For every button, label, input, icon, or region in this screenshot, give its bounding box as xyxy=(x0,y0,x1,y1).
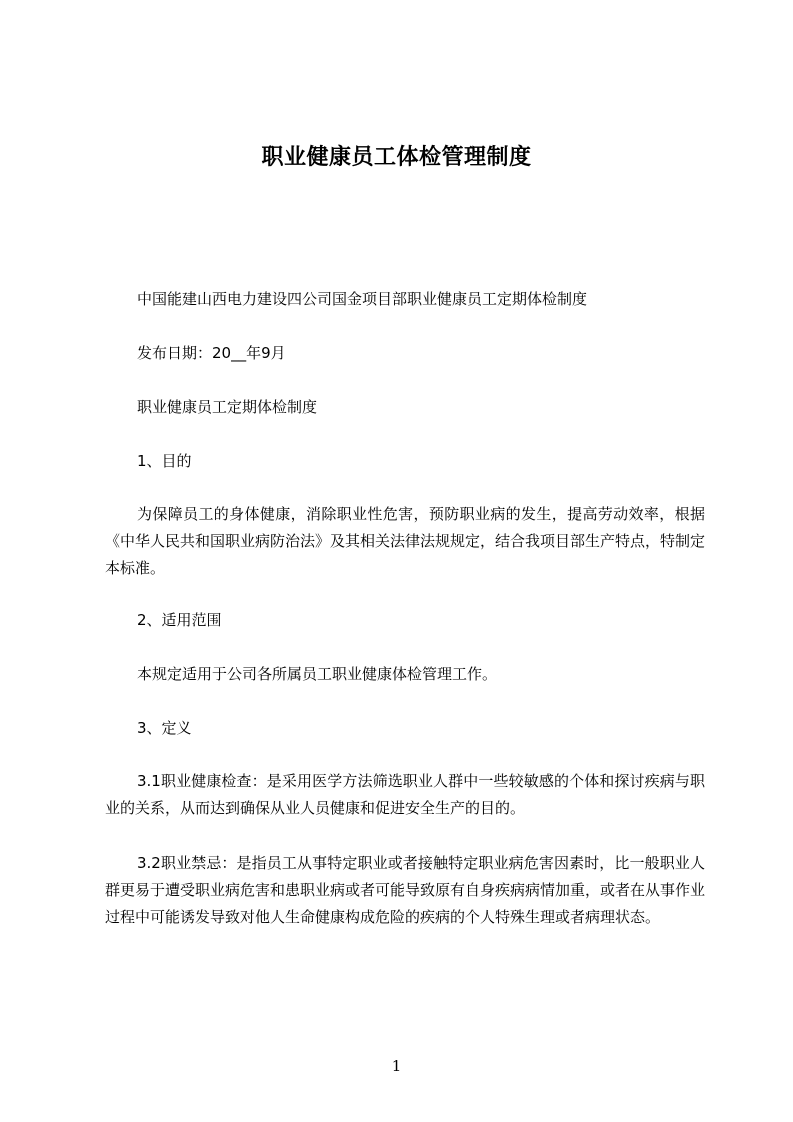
section-2-heading: 2、适用范围 xyxy=(137,611,222,629)
section-1-heading: 1、目的 xyxy=(137,452,192,470)
section-2-paragraph: 本规定适用于公司各所属员工职业健康体检管理工作。 xyxy=(137,665,498,683)
header-line: 中国能建山西电力建设四公司国金项目部职业健康员工定期体检制度 xyxy=(137,290,588,308)
definition-3-2-paragraph: 3.2职业禁忌：是指员工从事特定职业或者接触特定职业病危害因素时，比一般职业人群更易于遭受职业病危害和患职业病或者可能导致原有自身疾病病情加重，或者在从事作业过程中可能诱发导致对他人生命健康构成危险的疾病的个人特殊生理或者病理状态。 xyxy=(105,854,706,926)
document-title: 职业健康员工体检管理制度 xyxy=(261,145,532,170)
publish-date: 发布日期：20__年9月 xyxy=(137,344,286,362)
section-1-paragraph: 为保障员工的身体健康，消除职业性危害，预防职业病的发生，提高劳动效率，根据《中华人民共和国职业病防治法》及其相关法律法规规定，结合我项目部生产特点，特制定本标准。 xyxy=(105,505,706,577)
section-3-heading: 3、定义 xyxy=(137,719,192,737)
document-subtitle: 职业健康员工定期体检制度 xyxy=(137,398,318,416)
page-number: 1 xyxy=(391,1057,402,1075)
definition-3-1-paragraph: 3.1职业健康检查：是采用医学方法筛选职业人群中一些较敏感的个体和探讨疾病与职业的关系，从而达到确保从业人员健康和促进安全生产的目的。 xyxy=(105,772,705,817)
